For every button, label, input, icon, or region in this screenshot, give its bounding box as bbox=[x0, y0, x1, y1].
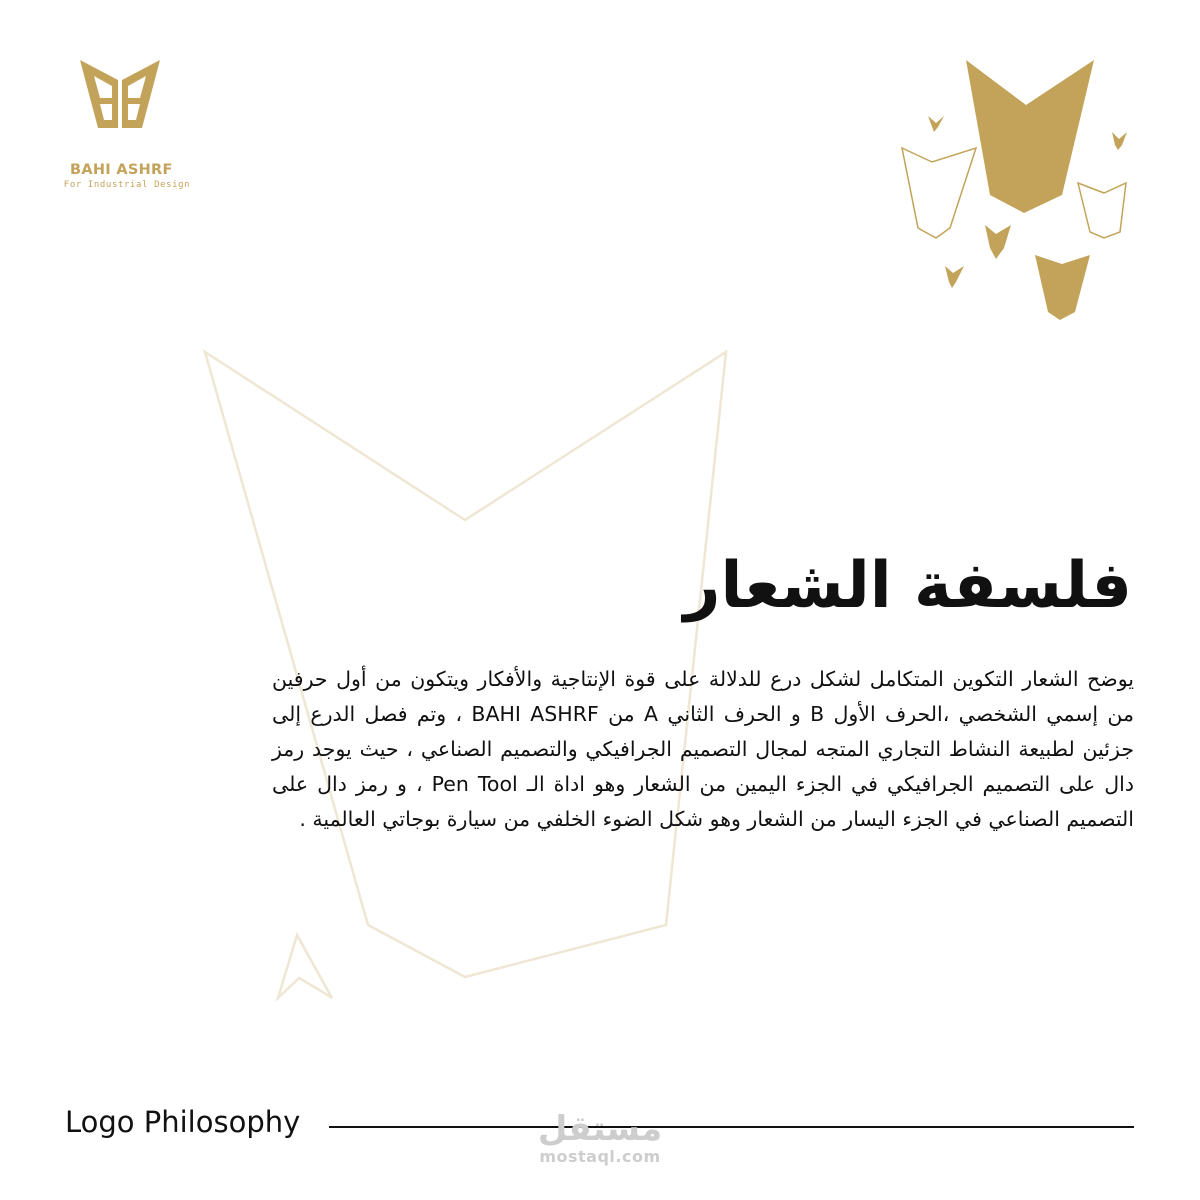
brand-name: BAHI ASHRF bbox=[70, 162, 173, 178]
brand-logo bbox=[50, 58, 200, 190]
philosophy-paragraph: يوضح الشعار التكوين المتكامل لشكل درع للدلالة على قوة الإنتاجية والأفكار ويتكون من أول حرفين من إسمي الشخصي ،الحرف الأول B و الحرف الثاني A من BAHI ASHRF ، وتم فصل الدرع إلى جزئين لطبيعة النشاط التجاري المتجه لمجال التصميم الجرافيكي والتصميم الصناعي ، حيث يوجد رمز دال على التصميم الجرافيكي في الجزء اليمين من الشعار وهو اداة الـ Pen Tool ، و رمز دال على التصميم الصناعي في الجزء اليسار من الشعار وهو شكل الضوء الخلفي من سيارة بوجاتي العالمية . bbox=[272, 667, 1134, 831]
watermark-arabic: مستقل bbox=[537, 1109, 663, 1149]
mostaql-watermark bbox=[520, 1110, 680, 1166]
brand-tagline: For Industrial Design bbox=[63, 180, 191, 190]
footer-divider bbox=[329, 1126, 1134, 1128]
page-title: فلسفة الشعار bbox=[683, 549, 1132, 623]
watermark-latin: mostaql.com bbox=[539, 1147, 661, 1166]
shield-logo-icon bbox=[78, 58, 162, 130]
footer-label: Logo Philosophy bbox=[65, 1105, 301, 1139]
shield-pattern-decoration bbox=[890, 50, 1140, 330]
